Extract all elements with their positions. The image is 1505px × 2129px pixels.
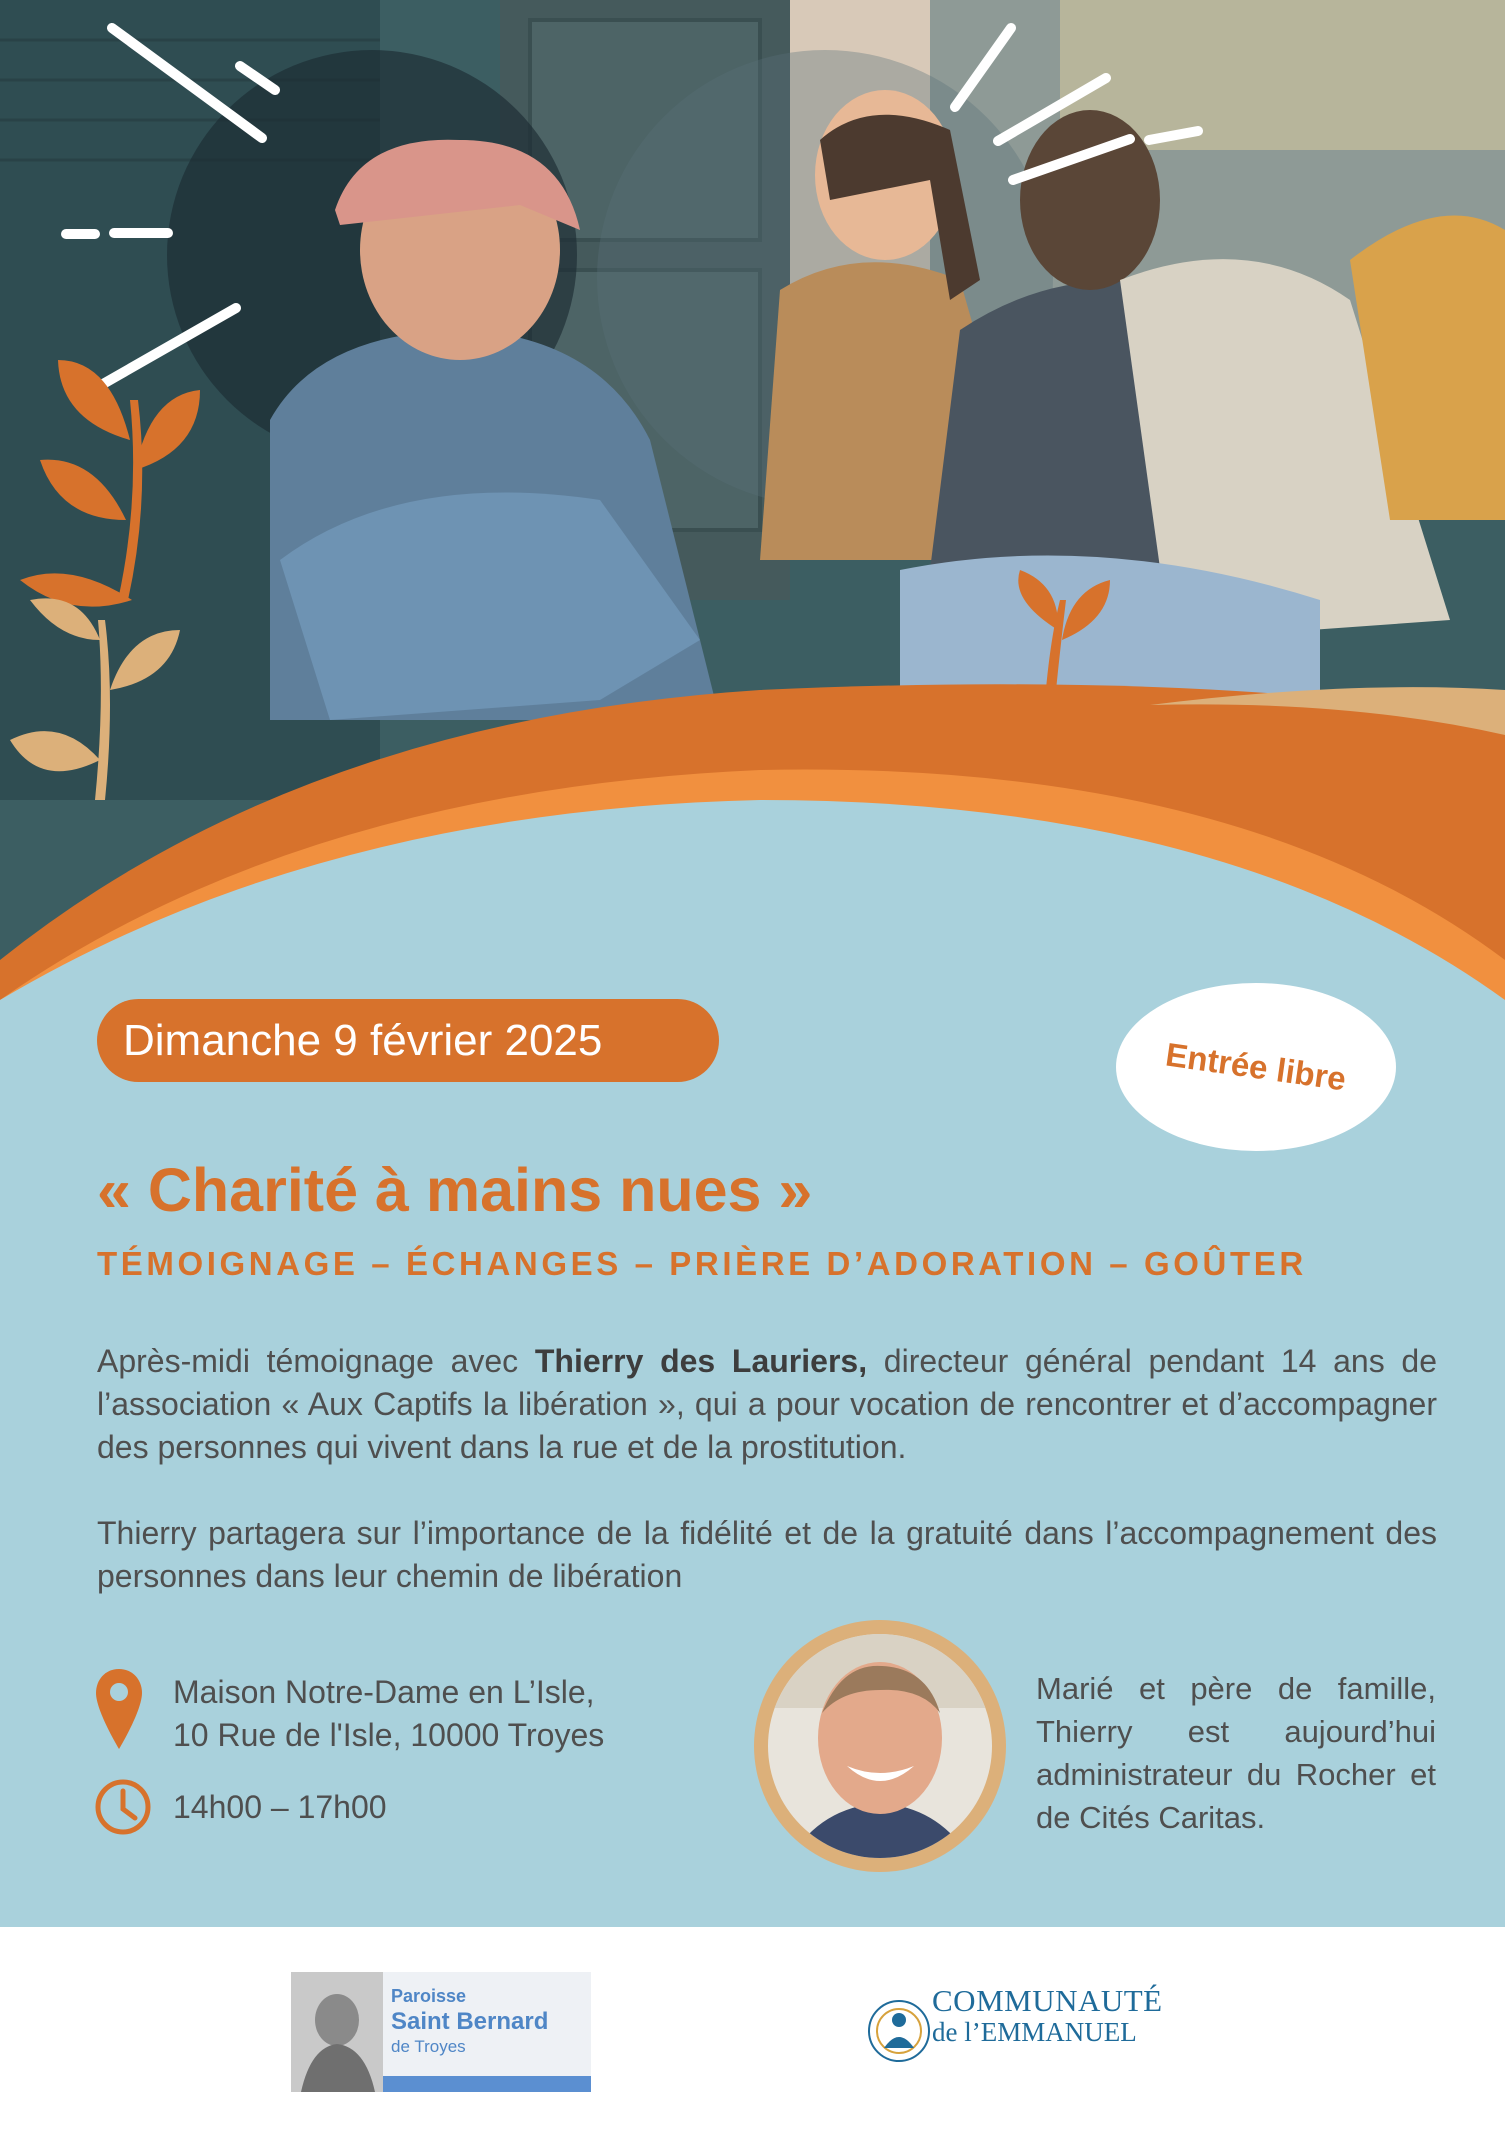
community-line2: de l’EMMANUEL <box>932 2017 1137 2047</box>
event-subtitle: TÉMOIGNAGE – ÉCHANGES – PRIÈRE D’ADORATION – GOÛTER <box>97 1245 1307 1282</box>
emmanuel-logo-icon <box>864 1986 934 2076</box>
map-pin-icon <box>94 1667 144 1751</box>
description-paragraph-2: Thierry partagera sur l’importance de la fidélité et de la gratuité dans l’accompagnement des personnes dans leur chemin de libération <box>97 1515 1437 1594</box>
event-date: Dimanche 9 février 2025 <box>123 1015 603 1065</box>
description-rest: directeur général pendant 14 ans de l’association « Aux Captifs la libération », qui a pour vocation de rencontrer et d’accompagner des personnes qui vivent dans la rue et de la prostitution. <box>97 1343 1438 1465</box>
event-title: « Charité à mains nues » <box>97 1156 813 1224</box>
parish-line3: de Troyes <box>391 2037 466 2056</box>
event-date-pill <box>97 999 719 1082</box>
speaker-bio: Marié et père de famille, Thierry est aujourd’hui administrateur du Rocher et de Cités Caritas. <box>1036 1671 1436 1835</box>
parish-line2: Saint Bernard <box>391 2008 549 2035</box>
description-paragraph-1 <box>97 1340 1437 1469</box>
clock-icon <box>94 1778 152 1836</box>
footer <box>0 1927 1505 2129</box>
description-intro: Après-midi témoignage avec <box>97 1343 535 1379</box>
speaker-portrait <box>752 1618 1008 1874</box>
hero-photo <box>0 0 1505 1000</box>
free-entry-label: Entrée libre <box>1163 1035 1349 1098</box>
speaker-name: Thierry des Lauriers, <box>534 1343 868 1379</box>
venue-name: Maison Notre-Dame en L’Isle, <box>173 1674 595 1710</box>
venue-address: 10 Rue de l'Isle, 10000 Troyes <box>173 1717 605 1753</box>
parish-logo <box>291 1972 591 2092</box>
free-entry-badge <box>1116 983 1396 1151</box>
community-line1: COMMUNAUTÉ <box>932 1983 1163 2018</box>
event-time: 14h00 – 17h00 <box>173 1789 387 1825</box>
parish-line1: Paroisse <box>391 1986 467 2006</box>
